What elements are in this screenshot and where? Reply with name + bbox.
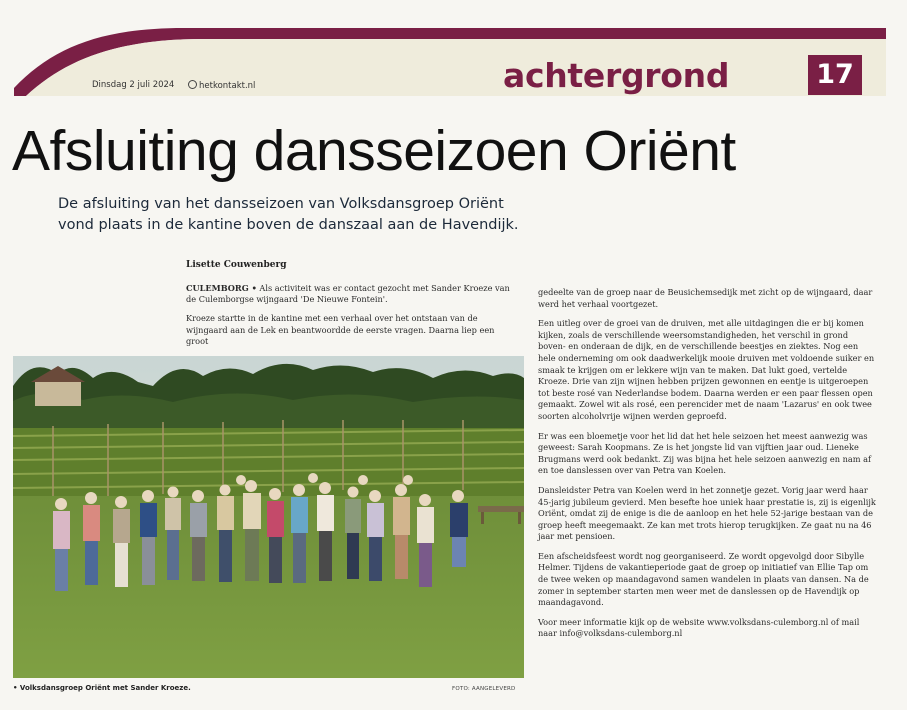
paragraph-5: Er was een bloemetje voor het lid dat het hele seizoen het meest aanwezig was geweest: Sarah Koopmans. Ze is het jongste lid van vijftien jaar oud. Lieneke Brugmans werd ook bedankt. Zij was bijna het hele seizoen aanwezig en nam af en toe danslessen over van Petra van Koelen. [538,430,872,476]
paragraph-1 [186,283,518,305]
text-column-1 [186,283,518,355]
byline: Lisette Couwenberg [186,260,287,270]
group-photo [13,356,524,678]
paragraph-8: Voor meer informatie kijk op de website www.volksdans-culemborg.nl of mail naar info@volksdans-culemborg.nl [538,616,860,639]
section-title: achtergrond [503,56,730,95]
photo-caption: • Volksdansgroep Oriënt met Sander Kroeze. [13,684,191,692]
text-column-2 [538,287,876,648]
paragraph-7: Een afscheidsfeest wordt nog georganiseerd. Ze wordt opgevolgd door Sibylle Helmer. Tijdens de vakantieperiode gaat de groep op initiatief van Ellie Tap om de twee weken op maandagavond samen wandelen in plaats van dansen. Na de zomer in september starten men weer met de danslessen op de Havendijk op maandagavond. [538,550,869,608]
paragraph-4: Een uitleg over de groei van de druiven, met alle uitdagingen die er bij komen kijken, zoals de verschillende weersomstandigheden, het verschil in grond boven- en onderaan de dijk, en de verschillende beestjes en ziektes. Nog een hele onderneming om ook daadwerkelijk mooie druiven met voldoende suiker en smaak te krijgen om er lekkere wijn van te maken. Dat lukt goed, vertelde Kroeze. Drie van zijn wijnen hebben prijzen gewonnen en eentje is uitgeroepen tot beste rosé van Nederlandse bodem. Daarna werden er een paar flessen open gemaakt. Zowel wit als rosé, een perencider met de naam 'Lazarus' en ook twee soorten alcoholvrije wijnen werden geproefd. [538,318,875,421]
intro-line-1: De afsluiting van het dansseizoen van Volksdansgroep Oriënt [58,196,504,212]
paragraph-3: gedeelte van de groep naar de Beusichemsedijk met zicht op de wijngaard, daar werd het verhaal voortgezet. [538,287,873,309]
photo-credit: FOTO: AANGELEVERD [452,686,516,692]
issue-date: Dinsdag 2 juli 2024 [92,80,175,90]
article-headline: Afsluiting dansseizoen Oriënt [12,119,736,183]
page-number: 17 [808,55,862,95]
globe-icon [188,80,197,89]
intro-line-2: vond plaats in de kantine boven de danszaal aan de Havendijk. [58,217,519,233]
group-photo-graphic [13,356,524,678]
website-text: hetkontakt.nl [199,81,256,91]
paragraph-2: Kroeze startte in de kantine met een verhaal over het ontstaan van de wijngaard aan de Lek en beantwoordde de eerste vragen. Daarna liep een groot [186,313,495,346]
article-intro [58,194,578,236]
paragraph-1-text: Als activiteit was er contact gezocht met Sander Kroeze van de Culemborgse wijngaard 'De Nieuwe Fontein'. [186,283,510,305]
paragraph-6: Dansleidster Petra van Koelen werd in het zonnetje gezet. Vorig jaar werd haar 45-jarig jubileum gevierd. Men besefte hoe uniek haar prestatie is, zij is eigenlijk Oriënt, omdat zij de enige is die de aanloop en het hele 52-jarige bestaan van de groep heeft meegemaakt. Ze kan met trots hierop terugkijken. Ze gaat nu na 46 jaar met pensioen. [538,484,876,542]
dateline: CULEMBORG • [186,283,257,293]
website-label [188,80,255,91]
